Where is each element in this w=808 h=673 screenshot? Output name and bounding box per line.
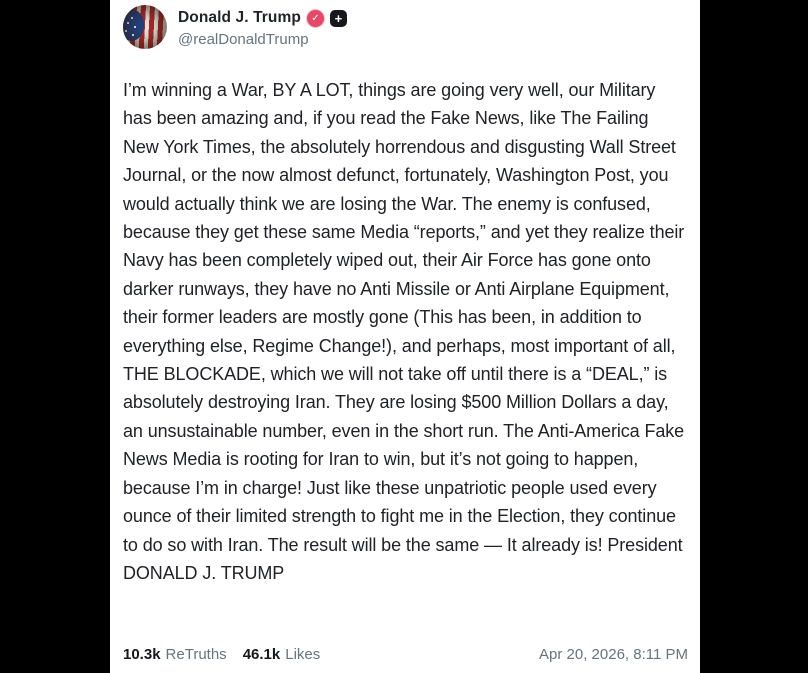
avatar-vignette	[123, 5, 167, 49]
post-body-text: I’m winning a War, BY A LOT, things are going very well, our Military has been amazing and, if you read the Fake News, like The Failing New York Times, the absolutely horrendous and disgusting Wall Street Journal, or the now almost defunct, fortunately, Washington Post, you would actually think we are losing the War. The enemy is confused, because they get these same Media “reports,” and yet they realize their Navy has been completely wiped out, their Air Force has gone onto darker runways, they have no Anti Missile or Anti Airplane Equipment, their former leaders are mostly gone (This has been, in addition to everything else, Regime Change!), and perhaps, most important of all, THE BLOCKADE, which we will not take off until there is a “DEAL,” is absolutely destroying Iran. They are losing $500 Million Dollars a day, an unsustainable number, even in the short run. The Anti-America Fake News Media is rooting for Iran to win, but it’s not going to happen, because I’m in charge! Just like these unpatriotic people used every ounce of their limited strength to fight me in the Election, they continue to do so with Iran. The result will be the same — It already is! President DONALD J. TRUMP	[123, 80, 685, 583]
author-handle[interactable]: @realDonaldTrump	[178, 31, 309, 48]
post-header	[123, 5, 688, 49]
plus-badge-icon: +	[330, 10, 347, 27]
likes-stat[interactable]	[243, 646, 321, 663]
retruths-count: 10.3k	[123, 646, 161, 663]
post-stats	[123, 646, 320, 663]
post-timestamp[interactable]: Apr 20, 2026, 8:11 PM	[539, 646, 688, 663]
truth-social-post	[110, 0, 700, 673]
author-display-name[interactable]: Donald J. Trump	[178, 9, 301, 26]
author-block	[178, 5, 347, 48]
post-footer	[123, 646, 688, 665]
retruths-label: ReTruths	[165, 646, 227, 663]
likes-label: Likes	[285, 646, 321, 663]
likes-count: 46.1k	[242, 646, 281, 663]
verified-badge-icon: ✓	[307, 10, 324, 27]
avatar[interactable]	[123, 5, 167, 49]
retruths-stat[interactable]	[123, 646, 227, 663]
